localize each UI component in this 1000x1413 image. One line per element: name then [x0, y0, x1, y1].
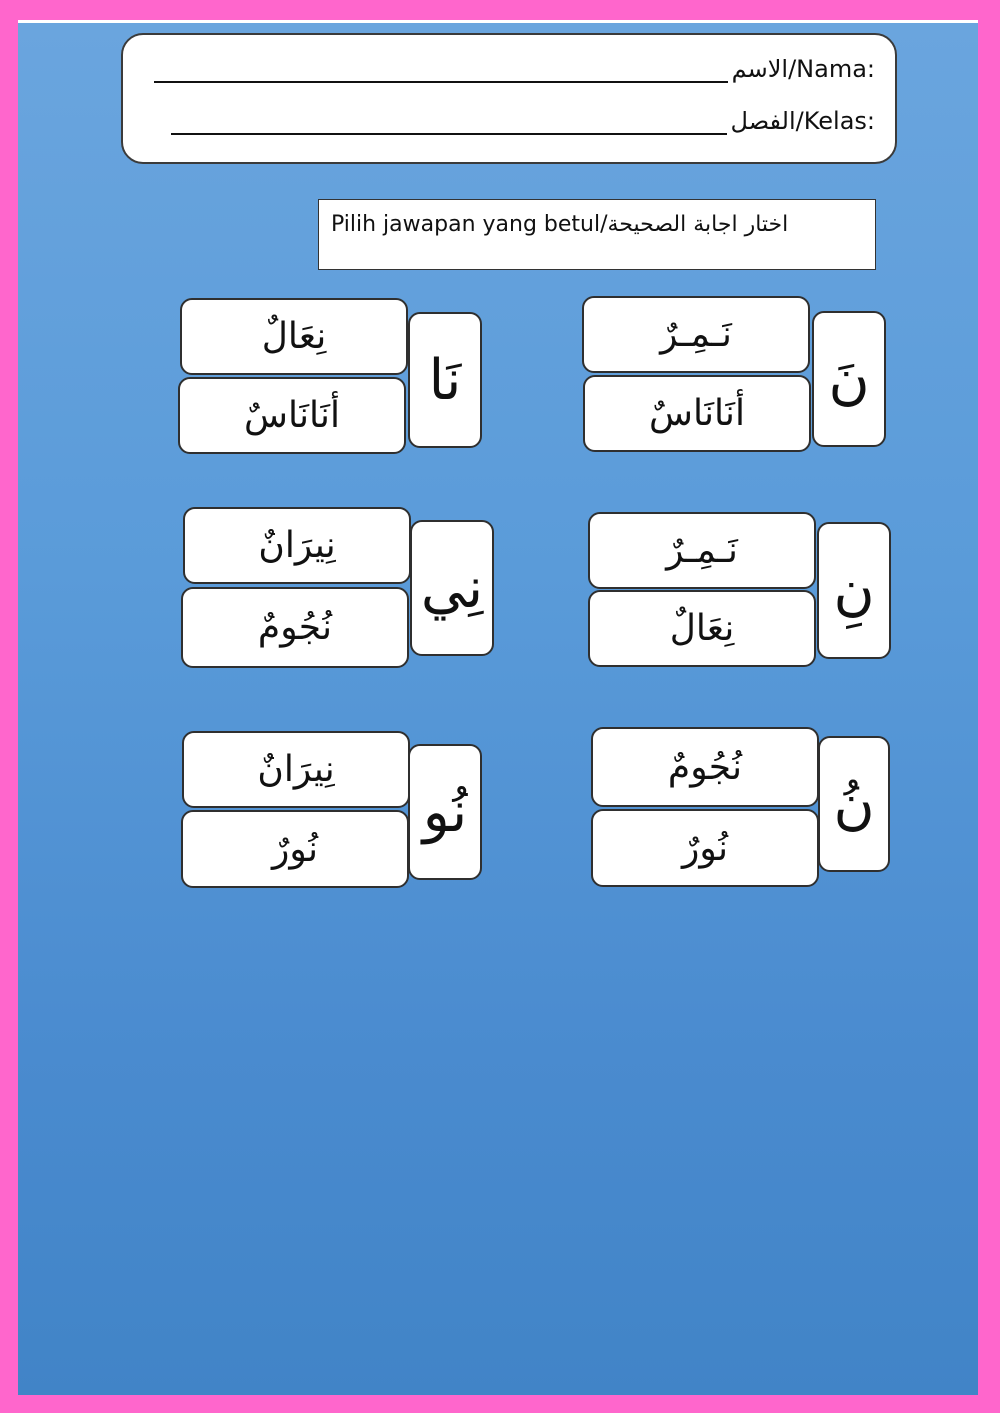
name-label: الاسم/Nama: — [731, 55, 875, 83]
student-info-box — [121, 33, 897, 164]
syllable-card: نَ — [812, 311, 886, 447]
syllable-card: نَا — [408, 312, 482, 448]
answer-option[interactable]: أنَانَاسٌ — [178, 377, 406, 454]
answer-option[interactable]: نِيرَانٌ — [182, 731, 410, 808]
answer-option[interactable]: نِعَالٌ — [180, 298, 408, 375]
class-input-line[interactable] — [171, 109, 727, 135]
answer-option[interactable]: نَـمِـرٌ — [582, 296, 810, 373]
class-label: الفصل/Kelas: — [730, 107, 875, 135]
answer-option[interactable]: أنَانَاسٌ — [583, 375, 811, 452]
name-field[interactable] — [154, 55, 875, 83]
syllable-card: نُ — [818, 736, 890, 872]
answer-option[interactable]: نَـمِـرٌ — [588, 512, 816, 589]
class-field[interactable] — [171, 107, 875, 135]
answer-option[interactable]: نُورٌ — [181, 810, 409, 888]
answer-option[interactable]: نِيرَانٌ — [183, 507, 411, 584]
instruction-text: Pilih jawapan yang betul/اختار اجابة الصحيحة — [318, 199, 876, 270]
name-input-line[interactable] — [154, 57, 728, 83]
syllable-card: نِ — [817, 522, 891, 659]
answer-option[interactable]: نُجُومٌ — [181, 587, 409, 668]
answer-option[interactable]: نِعَالٌ — [588, 590, 816, 667]
syllable-card: نُو — [408, 744, 482, 880]
answer-option[interactable]: نُورٌ — [591, 809, 819, 887]
answer-option[interactable]: نُجُومٌ — [591, 727, 819, 807]
syllable-card: نِي — [410, 520, 494, 656]
